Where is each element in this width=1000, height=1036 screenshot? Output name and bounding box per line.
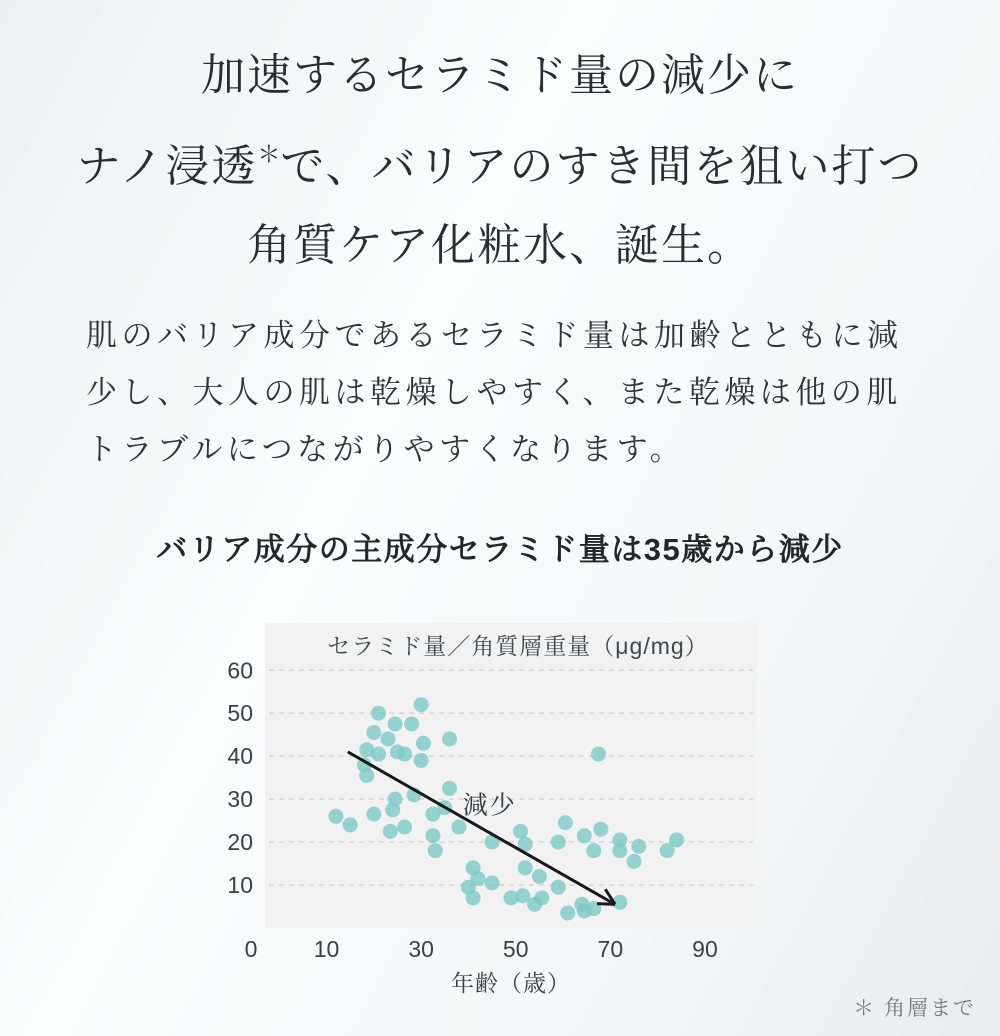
x-tick-70: 70 xyxy=(597,936,624,962)
decrease-annotation: 減少 xyxy=(462,791,517,820)
headline-line-3: 角質ケア化粧水、誕生。 xyxy=(247,221,753,270)
data-point-7 xyxy=(442,731,457,746)
x-tick-50: 50 xyxy=(502,936,529,962)
chart-svg xyxy=(228,620,808,1020)
data-point-28 xyxy=(451,820,466,835)
data-point-9 xyxy=(371,747,386,762)
headline-line-2-pre: ナノ浸透 xyxy=(76,142,258,191)
y-tick-40: 40 xyxy=(228,743,253,770)
data-point-15 xyxy=(442,781,457,796)
data-point-40 xyxy=(586,843,601,858)
data-point-32 xyxy=(485,875,500,890)
trend-arrowhead-0 xyxy=(597,904,615,905)
chart-title: セラミド量／角質層重量（μg/mg） xyxy=(327,633,709,659)
data-point-1 xyxy=(414,697,429,712)
data-point-33 xyxy=(466,890,481,905)
data-point-4 xyxy=(366,725,381,740)
chart-heading: バリア成分の主成分セラミド量は35歳から減少 xyxy=(156,532,844,567)
data-point-51 xyxy=(518,860,533,875)
data-point-48 xyxy=(591,747,606,762)
data-point-18 xyxy=(366,807,381,822)
data-point-44 xyxy=(631,839,646,854)
data-point-47 xyxy=(669,832,684,847)
data-point-5 xyxy=(381,731,396,746)
data-point-23 xyxy=(383,824,398,839)
data-point-26 xyxy=(428,843,443,858)
body-paragraph xyxy=(86,307,926,478)
ceramide-scatter-chart xyxy=(228,620,808,1020)
data-point-52 xyxy=(532,869,547,884)
y-tick-60: 60 xyxy=(228,657,253,684)
data-point-25 xyxy=(425,828,440,843)
data-point-0 xyxy=(371,706,386,721)
data-point-16 xyxy=(328,809,343,824)
body-line-1: 肌のバリア成分であるセラミド量は加齢とともに減 xyxy=(86,318,903,353)
headline-line-1: 加速するセラミド量の減少に xyxy=(201,51,799,100)
data-point-38 xyxy=(558,815,573,830)
data-point-2 xyxy=(404,716,419,731)
y-tick-50: 50 xyxy=(228,700,253,727)
data-point-12 xyxy=(414,753,429,768)
data-point-20 xyxy=(385,802,400,817)
body-line-3: トラブルにつながりやすくなります。 xyxy=(86,432,686,467)
y-tick-10: 10 xyxy=(228,872,253,899)
data-point-41 xyxy=(593,822,608,837)
data-point-45 xyxy=(627,854,642,869)
x-tick-0: 0 xyxy=(244,936,258,962)
data-point-43 xyxy=(612,843,627,858)
x-tick-90: 90 xyxy=(692,936,718,962)
data-point-11 xyxy=(397,747,412,762)
data-point-31 xyxy=(470,871,485,886)
data-point-3 xyxy=(388,716,403,731)
data-point-6 xyxy=(416,736,431,751)
y-tick-20: 20 xyxy=(228,829,253,856)
main-headline xyxy=(0,36,1000,285)
body-line-2: 少し、大人の肌は乾燥しやすく、また乾燥は他の肌 xyxy=(86,375,902,410)
data-point-54 xyxy=(527,897,542,912)
x-tick-30: 30 xyxy=(408,936,434,962)
data-point-14 xyxy=(359,768,374,783)
footnote: ＊ 角層まで xyxy=(853,997,976,1020)
data-point-17 xyxy=(343,817,358,832)
headline-line-2 xyxy=(0,115,1000,206)
data-point-37 xyxy=(551,835,566,850)
plot-panel xyxy=(265,623,757,928)
x-axis-label: 年齢（歳） xyxy=(451,970,571,996)
data-point-24 xyxy=(397,820,412,835)
data-point-56 xyxy=(560,905,575,920)
data-point-35 xyxy=(513,824,528,839)
headline-line-2-post: で、バリアのすき間を狙い打つ xyxy=(280,142,924,191)
y-tick-30: 30 xyxy=(228,786,253,813)
data-point-39 xyxy=(577,828,592,843)
asterisk-superscript: ＊ xyxy=(257,141,281,167)
data-point-55 xyxy=(551,880,566,895)
x-tick-10: 10 xyxy=(313,936,340,962)
